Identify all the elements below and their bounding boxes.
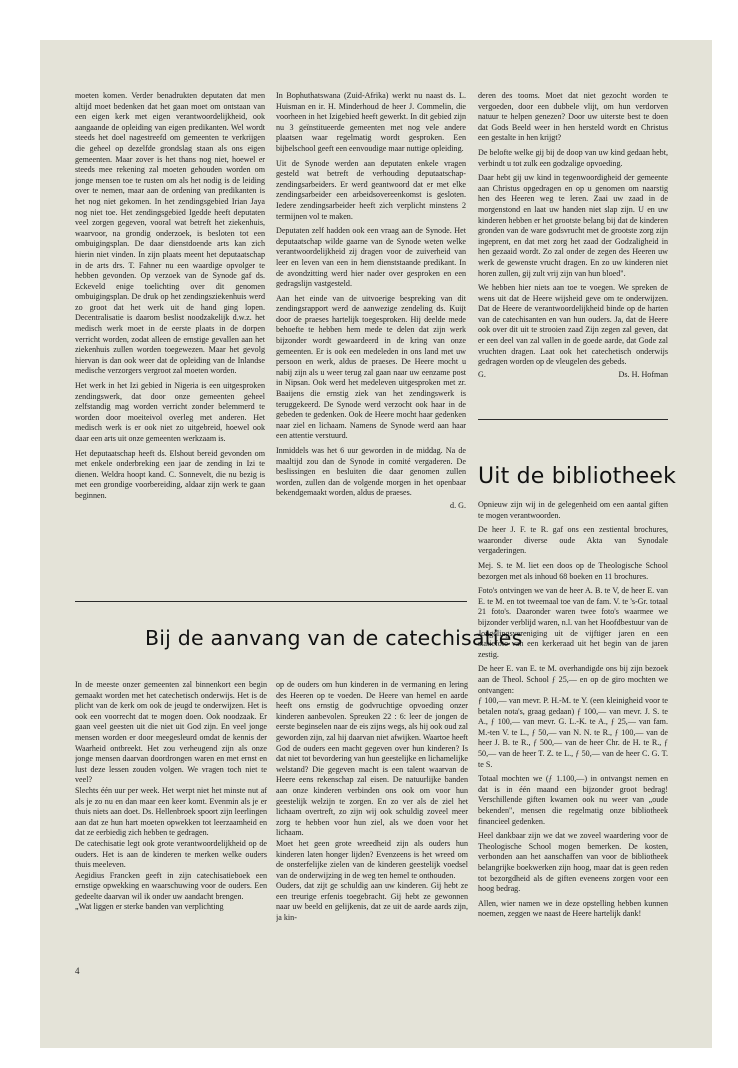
paragraph: „Wat liggen er sterke banden van verplichting bbox=[75, 902, 224, 912]
top-column-3 bbox=[478, 91, 668, 431]
paragraph: We hebben hier niets aan toe te voegen. We spreken de wens uit dat de Heere wijsheid geve om te onderwijzen. Dat de Heere de verantwoordelijkheid binde op de harten van de catechisanten en van hun ouders. Ja, dat de Heere ook over dit uit te strooien zaad Zijn zegen zal geven, dat er een deel van zal vallen in de goede aarde, dat Gode zal vruchten dragen. Laat ook het catechetisch onderwijs gedragen worden op de vleugelen des gebeds. bbox=[478, 283, 668, 367]
signature-name: Ds. H. Hofman bbox=[618, 369, 668, 379]
paragraph: Inmiddels was het 6 uur geworden in de middag. Na de maaltijd zou dan de Synode in comité vergaderen. De beslissingen en besluiten die daar genomen zullen worden, zullen dan de volgende morgen in het openbaar bekendgemaakt worden, aldus de praeses. bbox=[276, 446, 466, 498]
bibliotheek-column bbox=[478, 500, 668, 940]
paragraph: moeten komen. Verder benadrukten deputaten dat men altijd moet bedenken dat het gaan moet om ontstaan van een eigen kerk met eigen verantwoordelijkheid, ook aangaande de opleiding van eigen predikanten. Wel wordt steeds het doel nagestreefd om gemeenten te verkrijgen die geheel op dezelfde grondslag staan als ons eigen gemeenten. Maar zover is het thans nog niet, hoewel er steeds mee rekening zal moeten gehouden worden om jonge mensen toe te rusten om als het nodig is de leiding over te nemen, maar aan de ordening van predikanten is het nog niet gekomen. In het zendingsgebied Irian Jaya nog niet toe. Het zendingsgebied Igedde heeft deputaten veel zorgen gegeven, vooral wat betreft het ziekenhuis, waarvoor, na grondig onderzoek, is besloten tot een ombuigingsplan. De daar dienstdoende arts kan zich hierin niet vinden. In zijn plaats meent het deputaatschap in de arts drs. T. Fahner nu een waardige opvolger te hebben gevonden. Op verzoek van de Synode gaf ds. Eckeveld enige toelichting over dit genomen ombuigingsplan. De druk op het zendingsziekenhuis werd zo groot dat het werk uit de hand ging lopen. Decentralisatie is daarom beslist noodzakelijk d.w.z. het medisch werk moet in de eerste plaats in de dorpen verricht worden, zodat alleen de ernstige gevallen aan het ziekenhuis zullen worden toegewezen. Maar het gevolg hiervan is dan ook weer dat de opleiding van de Inlandse medische verzorgers vergroot zal moeten worden. bbox=[75, 91, 265, 376]
paragraph: Het werk in het Izi gebied in Nigeria is een uitgesproken zendingswerk, dat door onze gemeenten geheel zelfstandig mag worden verricht zonder belemmerd te worden door moeiteivol overleg met anderen. Het medisch werk is er ook niet zo uitgebreid, hoewel ook daar een arts uit onze gemeenten werkzaam is. bbox=[75, 381, 265, 443]
paragraph: De catechisatie legt ook grote verantwoordelijkheid op de ouders. Het is aan de kinderen te merken welke ouders thuis meeleven. bbox=[75, 838, 267, 870]
paragraph: Foto's ontvingen we van de heer A. B. te V, de heer E. van E. te M. en tot tweemaal toe van de fam. V. te 's-Gr. totaal 21 foto's. Daaronder waren twee foto's waarmee we bijzonder verblijd waren, n.l. van het Hoofdbestuur van de Jongelingsvereniging uit de vijftiger jaren en een statiefoto van een kerkeraad uit het begin van de jaren zestig. bbox=[478, 586, 668, 659]
signature-line bbox=[478, 370, 668, 381]
page-number: 4 bbox=[75, 966, 80, 976]
top-column-2 bbox=[276, 91, 466, 581]
paragraph: In de meeste onzer gemeenten zal binnenkort een begin gemaakt worden met het catechetisch onderwijs. Het is de plicht van de kerk om ook de jeugd te onderwijzen. Het is ook een voorrecht dat te mogen doen. Ook noodzaak. Er gaan veel geesten uit die niet uit God zijn. En veel jonge mensen worden er door meegesleurd omdat de kennis der Waarheid ontbreekt. Het zou verheugend zijn als onze jonge mensen daarvan doordrongen waren en met ernst en lust deze lessen zouden volgen. We vragen toch niet te veel? bbox=[75, 680, 267, 785]
paragraph: De belofte welke gij bij de doop van uw kind gedaan hebt, verbindt u tot zulk een godzalige opvoeding. bbox=[478, 147, 668, 168]
paragraph: Moet het geen grote wreedheid zijn als ouders hun kinderen laten honger lijden? Evenzeens is het wreed om de onsterfelijke zielen van de kinderen geestelijk voedsel van de onderwijzing in de weg ten hemel te onthouden. bbox=[276, 838, 468, 880]
paragraph: Het deputaatschap heeft ds. Elshout bereid gevonden om met enkele onderbreking een jaar de zending in Izi te dienen. Weldra hoopt kand. C. Sonnevelt, die nu bezig is met een grondige voorbereiding, aldaar zijn werk te gaan beginnen. bbox=[75, 448, 265, 500]
paragraph: Daar hebt gij uw kind in tegenwoordigheid der gemeente aan Christus opgedragen en op u genomen om naarstig hen des Heeren weg te leren. Zaai uw zaad in de morgenstond en laat uw handen niet slap zijn. U en uw kinderen hebben er het grootste belang bij dat de kinderen gronden van de ware godsvrucht met de grootste zorg zijn ingeprent, en dat met zorg het zaad der Godzaligheid in hen gezaaid wordt. Zo zal onder de zegen des Heeren uw werk de gewenste vrucht dragen. En zo uw kinderen niet horen zullen, gij zult vrij zijn van hun bloed". bbox=[478, 173, 668, 278]
paragraph: Mej. S. te M. liet een doos op de Theologische School bezorgen met als inhoud 68 boeken en 11 brochures. bbox=[478, 560, 668, 581]
paragraph: Uit de Synode werden aan deputaten enkele vragen gesteld wat betreft de verhouding deputaatschap- zendingsarbeiders. Er werd geantwoord dat er met elke zendingsarbeider een arbeidsovereenkomst is gesloten. Iedere zendingsarbeider heeft zich verplicht minstens 2 termijnen vol te maken. bbox=[276, 158, 466, 221]
paragraph: De heer E. van E. te M. overhandigde ons bij zijn bezoek aan de Theol. School ƒ 25,— en op de giro mochten we ontvangen: bbox=[478, 664, 668, 695]
paragraph: De heer J. F. te R. gaf ons een zestiental brochures, waaronder diverse oude Akta van Synodale vergaderingen. bbox=[478, 525, 668, 556]
section-title-catechisaties: Bij de aanvang van de catechisaties bbox=[145, 626, 523, 650]
divider-rule bbox=[75, 601, 467, 602]
top-column-1 bbox=[75, 91, 265, 581]
signature-initial: G. bbox=[478, 369, 486, 379]
signature: d. G. bbox=[450, 500, 466, 510]
paragraph: Opnieuw zijn wij in de gelegenheid om een aantal giften te mogen verantwoorden. bbox=[478, 500, 668, 520]
paragraph: deren des tooms. Moet dat niet gezocht worden te vergoeden, door een dubbele vlijt, om hun verdorven natuur te helpen genezen? Door uw uiterste best te doen dat Gods Beeld weer in hen hersteld wordt en Christus een gestalte in hen krijgt? bbox=[478, 91, 668, 143]
paragraph: Slechts één uur per week. Het werpt niet het minste nut af als je zo nu en dan maar een keer komt. Evenmin als je er thuis niets aan doet. Ds. Hellenbroek spoort zijn leerlingen aan dat ze hun hart moeten opwekken tot leerzaamheid en dat ze eerbiedig zich hebben te gedragen. bbox=[75, 785, 267, 838]
paragraph: In Bophuthatswana (Zuid-Afrika) werkt nu naast ds. L. Huisman en ir. H. Minderhoud de heer J. Commelin, die voorheen in het Izigebied heeft gewerkt. In dit gebied zijn nu 3 geïnstitueerde gemeenten met nog vele andere plaatsen waar regelmatig wordt gesproken. Een bijbelschool geeft een eenvoudige maar nuttige opleiding. bbox=[276, 91, 466, 153]
paragraph: Aegidius Francken geeft in zijn catechisatieboek een ernstige opwekking en waarschuwing voor de ouders. Een gedeelte daarvan wil ik onder uw aandacht brengen. bbox=[75, 870, 267, 901]
paragraph: Deputaten zelf hadden ook een vraag aan de Synode. Het deputaatschap wilde gaarne van de Synode weten welke verantwoordelijkheid zij dragen voor de zuiverheid van leer en leven van een in hem dienststaande predikant. In de avondzitting werd hier nader over gesproken en een gedragslijn vastgesteld. bbox=[276, 226, 466, 289]
divider-rule bbox=[478, 419, 668, 420]
catechisatie-column-2 bbox=[276, 680, 468, 958]
paragraph: Ouders, dat zijt ge schuldig aan uw kinderen. Gij hebt ze een treurige erfenis toegebracht. Gij hebt ze gewonnen naar uw beeld en gelijkenis, dat ze uit de aarde aards zijn, ja kin- bbox=[276, 881, 468, 923]
paragraph: Heel dankbaar zijn we dat we zoveel waardering voor de Theologische School mogen bemerken. De kosten, verbonden aan het aanschaffen van voor de bibliotheek belangrijke boekwerken zijn hoog, maar dat is geen reden tot bezorgdheid als de giften eveneens zorgen voor een hoog bedrag. bbox=[478, 831, 668, 894]
paragraph: Allen, wier namen we in deze opstelling hebben kunnen noemen, zeggen we naast de Heere hartelijk dank! bbox=[478, 898, 668, 919]
paragraph: Aan het einde van de uitvoerige bespreking van dit zendingsrapport werd de aanwezige zendeling ds. Kuijt door de praeses hartelijk toegesproken. Hij deelde mede behoefte te hebben hem mede te delen dat zijn werk bijzonder wordt gewaardeerd in de kring van onze gemeenten. Er is ook een medeleden in ons land met uw persoon en werk, aldus de praeses. De Heere mocht u nabij zijn als u weer terug zal gaan naar uw eenzame post in Nipsan. Ook werd het medeleven uitgesproken met zr. Baaijens die ernstig ziek van het zendingswerk is teruggekeerd. De Synode werd verzocht ook haar in de gebeden te gedenken. Ook de Heere mocht haar gedenken naar ziel en lichaam. Namens de Synode werd aan haar een attentie verstuurd. bbox=[276, 293, 466, 441]
catechisatie-column-1 bbox=[75, 680, 267, 958]
paragraph: Totaal mochten we (ƒ 1.100,—) in ontvangst nemen en dat is in één maand een bijzonder groot bedrag! Verschillende giften kwamen ook nu weer van „oude bekenden", mensen die regelmatig onze bibliotheek financieel gedenken. bbox=[478, 774, 668, 826]
paragraph: ƒ 100,— van mevr. P. H.-M. te Y. (een kleinigheid voor te betalen nota's, graag gedaan) ƒ 100,— van mevr. J. S. te A., ƒ 100,— van mevr. G. L.-K. te A., ƒ 25,— van fam. M.-ten V. te L., ƒ 50,— van N. N. te R., ƒ 100,— van de heer J. B. te R., ƒ 500,— van de heer Chr. de H. te R., ƒ 50,— van de heer T. Z. te L., ƒ 50,— van de heer C. G. T. te S. bbox=[478, 696, 668, 769]
paragraph: op de ouders om hun kinderen in de vermaning en lering des Heeren op te voeden. De Heere van hemel en aarde heeft ons ernstig de godvruchtige opvoeding onzer kinderen aanbevolen. Spreuken 22 : 6: leer de jongen de eerste beginselen naar de eis zijns wegs, als hij ook oud zal geworden zijn, zal hij daarvan niet afwijken. Waartoe heeft God de ouders een macht gegeven over hun kinderen? Is dat niet tot bevordering van hun geestelijke en lichamelijke welstand? Die gegeven macht is een talent waarvan de Heere eens rekenschap zal eisen. De natuurlijke banden aan onze kinderen verbinden ons ook om voor hun geestelijk welzijn te zorgen. En zo ver als de ziel het lichaam overtreft, zo zijn wij ook schuldig zoveel meer zorg te hebben voor hun ziel, als we doen voor het lichaam. bbox=[276, 680, 468, 838]
section-title-bibliotheek: Uit de bibliotheek bbox=[478, 464, 677, 489]
